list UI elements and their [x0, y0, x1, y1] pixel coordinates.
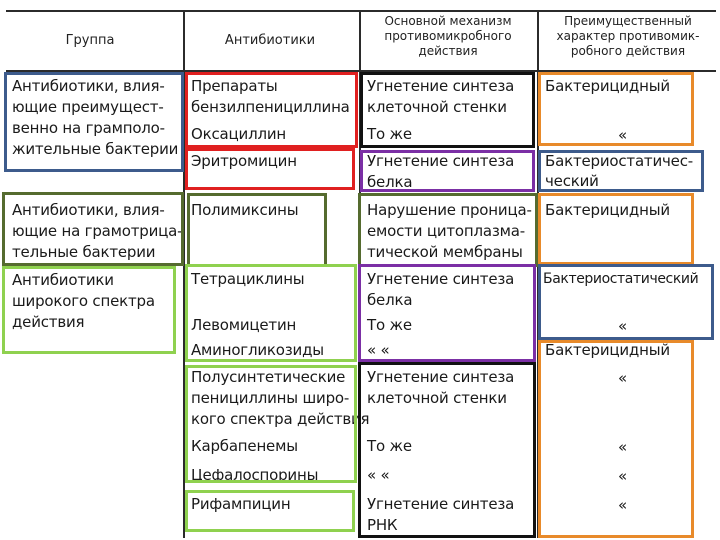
- header-bottom-rule: [6, 70, 716, 72]
- header-antibiotics: Антибиотики: [224, 33, 316, 48]
- action-bactericidal-1: Бактерицидный: [545, 77, 670, 95]
- group-broad-spectrum: Антибиотики широкого спектра действия: [12, 271, 155, 331]
- mechanism-rna: Угнетение синтеза РНК: [367, 495, 515, 534]
- action-ditto-1: «: [618, 126, 628, 144]
- action-bacteriostatic-2: Бактериостатический: [543, 271, 699, 287]
- antibiotic-tetracyclines: Тетрациклины: [191, 270, 305, 288]
- mechanism-same-2: То же: [367, 316, 412, 334]
- antibiotic-oxacillin: Оксациллин: [191, 125, 286, 143]
- header-top-rule: [6, 10, 716, 12]
- mechanism-protein-1: Угнетение синтеза белка: [367, 152, 515, 191]
- antibiotic-chloramphenicol: Левомицетин: [191, 316, 297, 334]
- group-gram-positive: Антибиотики, влия- ющие преимущест- венно на грамполо- жительные бактерии: [12, 77, 179, 158]
- antibiotic-cephalosporins: Цефалоспорины: [191, 466, 319, 484]
- header-mechanism: Основной механизм противомикробного действия: [384, 14, 512, 58]
- action-bactericidal-2: Бактерицидный: [545, 201, 670, 219]
- action-bacteriostatic-1: Бактериостатичес- ческий: [545, 152, 693, 190]
- mechanism-protein-2: Угнетение синтеза белка: [367, 270, 515, 309]
- column-divider-1: [183, 10, 185, 538]
- column-divider-2: [359, 10, 361, 538]
- mechanism-membrane: Нарушение проница- емости цитоплазма- тической мембраны: [367, 201, 532, 261]
- action-bactericidal-3: Бактерицидный: [545, 341, 670, 359]
- antibiotic-erythromycin: Эритромицин: [191, 152, 297, 170]
- group-gram-negative: Антибиотики, влия- ющие на грамотрица- тельные бактерии: [12, 201, 183, 261]
- antibiotic-rifampicin: Рифампицин: [191, 495, 291, 513]
- mechanism-cell-wall-1: Угнетение синтеза клеточной стенки: [367, 77, 515, 116]
- mechanism-same-3: То же: [367, 437, 412, 455]
- column-divider-3: [537, 10, 539, 538]
- action-ditto-4: «: [618, 438, 628, 456]
- antibiotic-semisynthetic-penicillins: Полусинтетические пенициллины широ- кого спектра действия: [191, 368, 370, 428]
- action-ditto-5: «: [618, 467, 628, 485]
- antibiotic-carbapenems: Карбапенемы: [191, 437, 298, 455]
- header-group: Группа: [65, 33, 115, 48]
- antibiotic-aminoglycosides: Аминогликозиды: [191, 341, 324, 359]
- mechanism-ditto-2: « «: [367, 466, 390, 484]
- antibiotic-benzylpenicillin: Препараты бензилпенициллина: [191, 77, 350, 116]
- antibiotic-polymyxins: Полимиксины: [191, 201, 299, 219]
- header-character: Преимущественный характер противомик- робного действия: [556, 14, 700, 58]
- mechanism-cell-wall-2: Угнетение синтеза клеточной стенки: [367, 368, 515, 407]
- mechanism-ditto-1: « «: [367, 341, 390, 359]
- action-ditto-6: «: [618, 496, 628, 514]
- mechanism-same-1: То же: [367, 125, 412, 143]
- action-ditto-2: «: [618, 317, 628, 335]
- highlight-box-bactericidal-3: [538, 340, 694, 538]
- action-ditto-3: «: [618, 369, 628, 387]
